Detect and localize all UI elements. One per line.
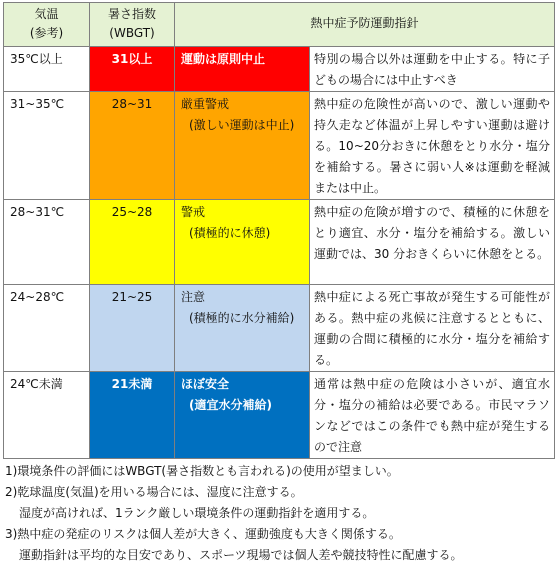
guideline-cell: 熱中症の危険性が高いので、激しい運動や持久走など体温が上昇しやすい運動は避ける。10~20分おきに休憩をとり水分・塩分を補給する。暑さに弱い人※は運動を軽減または中止。 (310, 92, 555, 200)
level-cell (175, 92, 310, 200)
level-label: ほぼ安全 (181, 377, 230, 391)
level-sublabel: (積極的に水分補給) (189, 311, 295, 325)
level-cell (175, 372, 310, 459)
footnotes (3, 461, 554, 566)
temperature-cell: 24℃未満 (4, 372, 90, 459)
table-row (4, 92, 555, 200)
temperature-cell: 35℃以上 (4, 47, 90, 92)
level-cell (175, 200, 310, 285)
footnote-1: 1)環境条件の評価にはWBGT(暑さ指数とも言われる)の使用が望ましい。 (5, 464, 399, 478)
header-wbgt-note: (WBGT) (109, 26, 155, 40)
wbgt-cell: 31以上 (90, 47, 175, 92)
footnote-2-continued: 湿度が高ければ、1ランク厳しい環境条件の運動指針を適用する。 (19, 506, 375, 520)
footnote-3-continued: 運動指針は平均的な目安であり、スポーツ現場では個人差や競技特性に配慮する。 (19, 548, 463, 562)
temperature-cell: 31~35℃ (4, 92, 90, 200)
wbgt-cell: 25~28 (90, 200, 175, 285)
level-sublabel: (積極的に休憩) (189, 226, 271, 240)
temperature-cell: 24~28℃ (4, 285, 90, 372)
level-label: 警戒 (181, 205, 206, 219)
table-row (4, 285, 555, 372)
header-temperature (4, 3, 90, 47)
table-row (4, 372, 555, 459)
level-label: 厳重警戒 (181, 97, 230, 111)
heatstroke-guideline-document (3, 2, 554, 566)
wbgt-cell: 21~25 (90, 285, 175, 372)
level-label: 注意 (181, 290, 206, 304)
level-label: 運動は原則中止 (181, 52, 266, 66)
wbgt-cell: 28~31 (90, 92, 175, 200)
table-row (4, 200, 555, 285)
level-cell (175, 47, 310, 92)
guideline-cell: 通常は熱中症の危険は小さいが、適宜水分・塩分の補給は必要である。市民マラソンなどではこの条件でも熱中症が発生するので注意 (310, 372, 555, 459)
footnote-2: 2)乾球温度(気温)を用いる場合には、湿度に注意する。 (5, 485, 303, 499)
header-wbgt-label: 暑さ指数 (107, 7, 156, 21)
footnote-3: 3)熱中症の発症のリスクは個人差が大きく、運動強度も大きく関係する。 (5, 527, 401, 541)
header-temperature-note: (参考) (29, 26, 64, 40)
guideline-table (3, 2, 555, 459)
header-wbgt (90, 3, 175, 47)
level-sublabel: (激しい運動は中止) (189, 118, 295, 132)
level-sublabel: (適宜水分補給) (189, 398, 272, 412)
table-header-row (4, 3, 555, 47)
guideline-cell: 特別の場合以外は運動を中止する。特に子どもの場合には中止すべき (310, 47, 555, 92)
header-temperature-label: 気温 (34, 7, 59, 21)
table-row (4, 47, 555, 92)
guideline-cell: 熱中症の危険が増すので、積極的に休憩をとり適宜、水分・塩分を補給する。激しい運動では、30 分おきくらいに休憩をとる。 (310, 200, 555, 285)
temperature-cell: 28~31℃ (4, 200, 90, 285)
header-guideline: 熱中症予防運動指針 (175, 3, 555, 47)
wbgt-cell: 21未満 (90, 372, 175, 459)
level-cell (175, 285, 310, 372)
guideline-cell: 熱中症による死亡事故が発生する可能性がある。熱中症の兆候に注意するとともに、運動の合間に積極的に水分・塩分を補給する。 (310, 285, 555, 372)
